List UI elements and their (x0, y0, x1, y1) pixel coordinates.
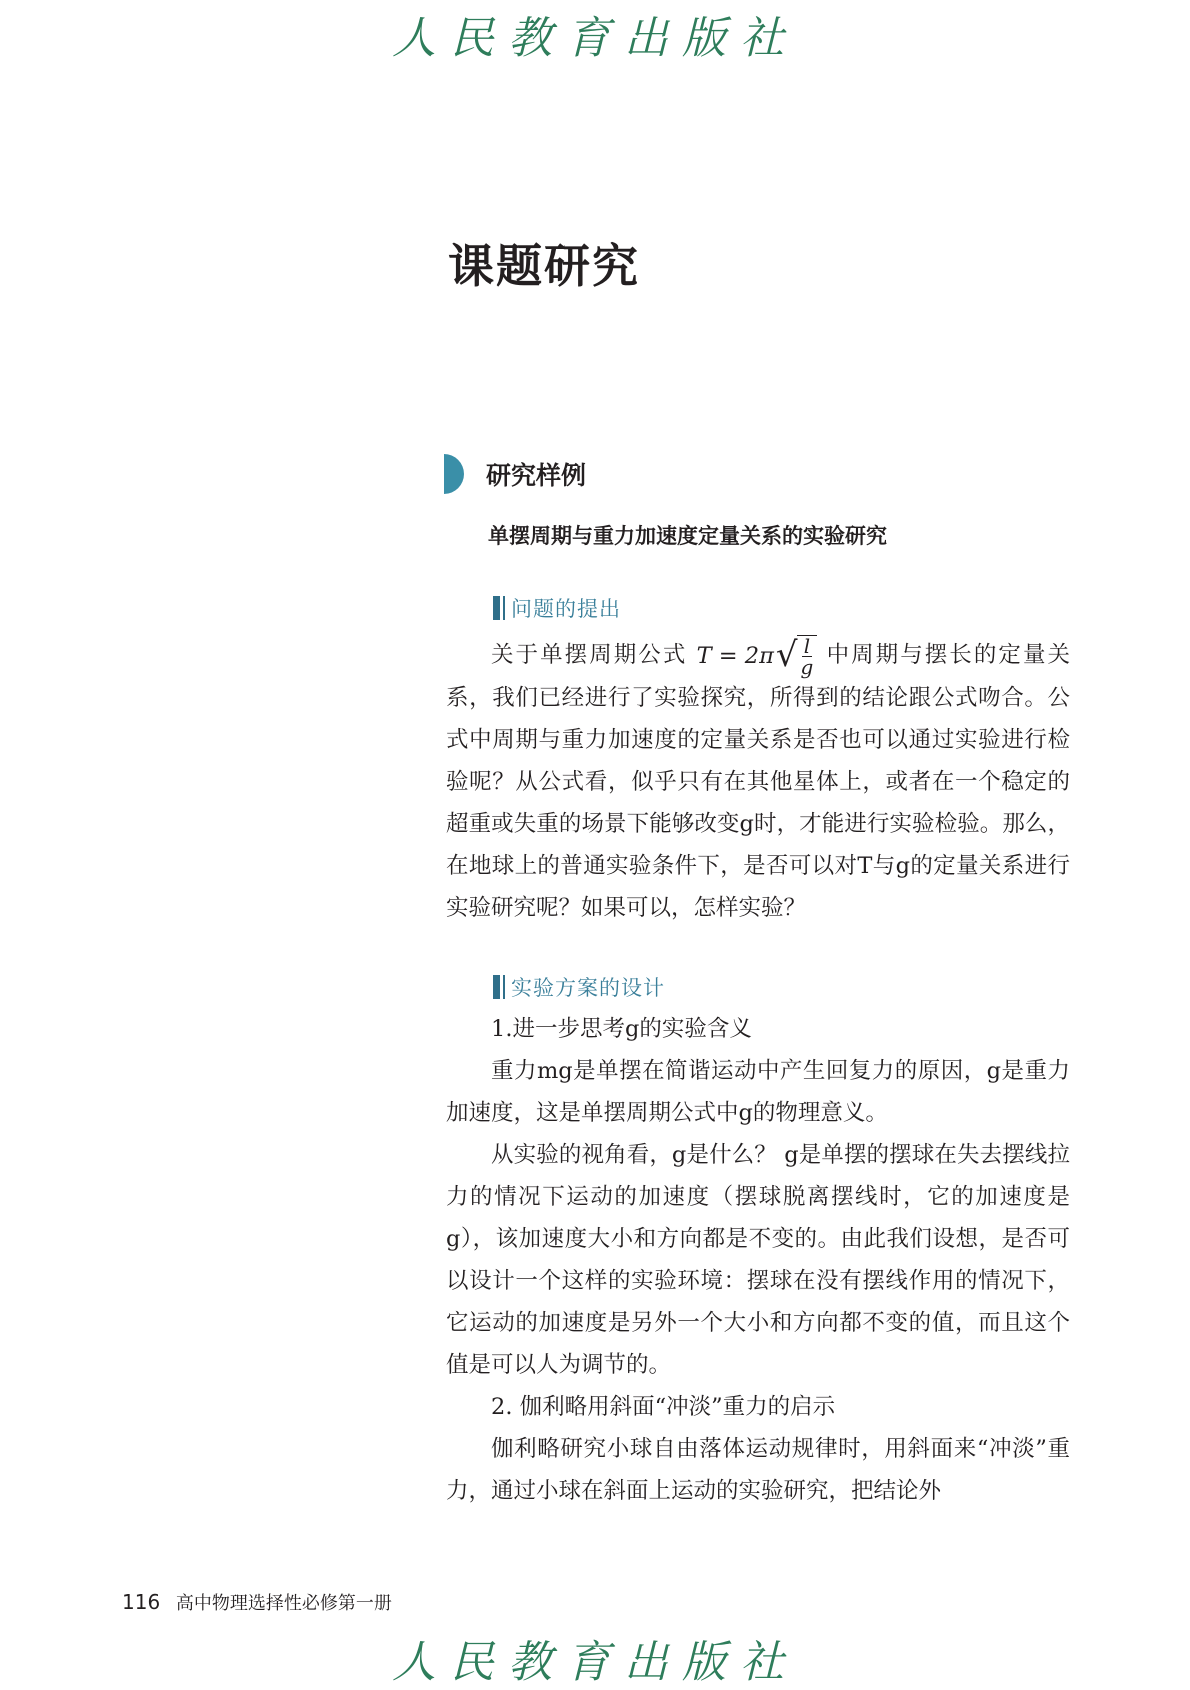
section-heading (444, 452, 586, 496)
numbered-item-1: 1.进一步思考g的实验含义 (491, 1016, 752, 1042)
subheading-question (493, 593, 621, 623)
book-title: 高中物理选择性必修第一册 (175, 1593, 392, 1614)
subheading-marker-icon (493, 596, 505, 620)
subheading-marker-icon (493, 975, 505, 999)
fraction-denominator: g (800, 655, 814, 679)
section-heading-text: 研究样例 (486, 461, 587, 490)
paragraph: 从实验的视角看，g是什么？ g是单摆的摆球在失去摆线拉力的情况下运动的加速度（摆球脱离摆线时，它的加速度是g），该加速度大小和方向都是不变的。由此我们设想，是否可以设计一个这样的实验环境：摆球在没有摆线作用的情况下，它运动的加速度是另外一个大小和方向都不变的值，而且这个值是可以人为调节的。 (446, 1142, 1070, 1378)
subheading-text: 问题的提出 (511, 597, 621, 621)
paragraph-text: 关于单摆周期公式 (491, 642, 688, 668)
paragraph-block-1 (446, 634, 1070, 929)
page-footer (122, 1589, 392, 1615)
period-formula (697, 635, 818, 677)
paragraph: 重力mg是单摆在简谐运动中产生回复力的原因，g是重力加速度，这是单摆周期公式中g的物理意义。 (446, 1058, 1070, 1126)
formula-lhs: T = 2π (696, 643, 774, 669)
numbered-item-2: 2. 伽利略用斜面“冲淡”重力的启示 (491, 1394, 836, 1420)
section-marker-icon (444, 454, 464, 494)
radical-icon: √ (775, 635, 798, 675)
fraction (797, 635, 818, 677)
chapter-title: 课题研究 (448, 239, 640, 293)
publisher-watermark-top: 人民教育出版社 (392, 13, 798, 64)
subheading-design (493, 972, 665, 1002)
paragraph-block-2 (446, 1008, 1070, 1512)
page-number: 116 (122, 1590, 161, 1614)
subheading-text: 实验方案的设计 (511, 976, 665, 1000)
paragraph (446, 634, 1070, 929)
example-title: 单摆周期与重力加速度定量关系的实验研究 (488, 524, 887, 548)
paragraph-text: 中周期与摆长的定量关系，我们已经进行了实验探究，所得到的结论跟公式吻合。公式中周期与重力加速度的定量关系是否也可以通过实验进行检验呢？从公式看，似乎只有在其他星体上，或者在一个稳定的超重或失重的场景下能够改变g时，才能进行实验检验。那么，在地球上的普通实验条件下，是否可以对T与g的定量关系进行实验研究呢？如果可以，怎样实验？ (446, 642, 1070, 921)
fraction-numerator: l (803, 634, 811, 658)
paragraph: 伽利略研究小球自由落体运动规律时，用斜面来“冲淡”重力，通过小球在斜面上运动的实验研究，把结论外 (446, 1436, 1070, 1504)
publisher-watermark-bottom: 人民教育出版社 (392, 1637, 798, 1688)
square-root (776, 635, 817, 677)
